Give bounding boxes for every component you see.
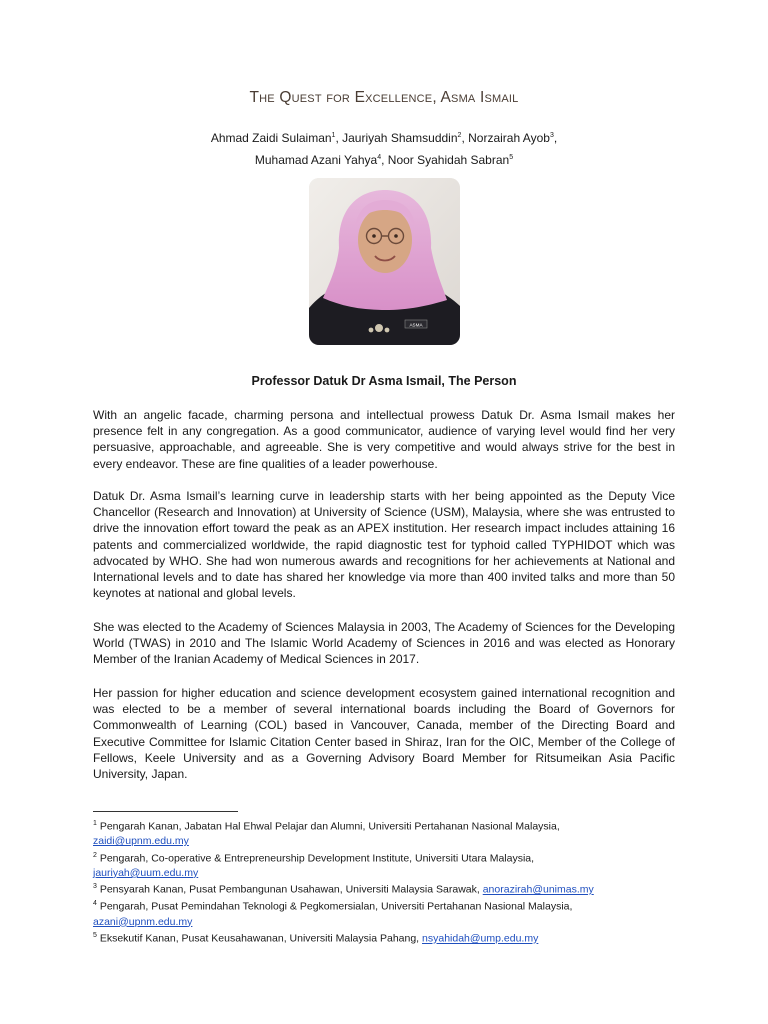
- body-paragraph: Datuk Dr. Asma Ismail’s learning curve in leadership starts with her being appointed as the Deputy Vice Chancellor (Research and Innovation) at University of Science (USM), Malaysia, where she was entrusted to drive the innovation effort toward the peak as an APEX institution. Her research impact includes attaining 16 patents and commercialized worldwide, the rapid diagnostic test for typhoid called TYPHIDOT which was advocated by WHO. She had won numerous awards and recognitions for her achievements at National and International levels and to date has shared her knowledge via more than 400 invited talks and more than 50 keynotes at national and global levels.: [93, 489, 675, 601]
- author-line-1: Ahmad Zaidi Sulaiman$^1$, Jauriyah Shamsuddin$^2$, Norzairah Ayob$^3$,: [210, 131, 558, 145]
- author-name: Muhamad Azani Yahya: [254, 153, 378, 167]
- footnote-text: Pengarah, Co-operative & Entrepreneurship Development Institute, Universiti Utara Malaysia,: [99, 852, 535, 865]
- email-link[interactable]: azani@upnm.edu.my: [93, 915, 193, 928]
- email-link[interactable]: anorazirah@unimas.my: [482, 883, 594, 896]
- email-link[interactable]: nsyahidah@ump.edu.my: [422, 932, 539, 945]
- footnote-5: [93, 929, 693, 946]
- footnote-2: [93, 849, 693, 881]
- footnote-number: 1: [93, 820, 97, 827]
- portrait-photo: [309, 178, 460, 345]
- footnote-number: 2: [93, 851, 97, 859]
- name-badge: ASMA: [409, 322, 423, 328]
- author-list: [0, 126, 768, 170]
- author-footnote-ref: 5: [509, 154, 514, 161]
- author-line-2: Muhamad Azani Yahya$^4$, Noor Syahidah Sabran$^5$: [254, 153, 514, 167]
- section-subtitle: Professor Datuk Dr Asma Ismail, The Person: [251, 374, 517, 388]
- author-name: Norzairah Ayob: [468, 131, 550, 145]
- email-link[interactable]: jauriyah@uum.edu.my: [93, 866, 199, 879]
- body-paragraph: With an angelic facade, charming persona and intellectual prowess Datuk Dr. Asma Ismail makes her presence felt in any congregation. As a good communicator, audience of varying level would find her very persuasive, approachable, and agreeable. She is very competitive and would always strive for the best in every endeavor. These are fine qualities of a leader powerhouse.: [93, 408, 675, 471]
- footnotes: [93, 817, 693, 946]
- footnote-number: 4: [93, 900, 97, 908]
- author-footnote-ref: 2: [457, 132, 462, 139]
- author-footnote-ref: 3: [549, 132, 554, 139]
- footnote-3: [93, 880, 693, 897]
- footnote-divider: [93, 811, 238, 812]
- body-paragraph: She was elected to the Academy of Sciences Malaysia in 2003, The Academy of Sciences for the Developing World (TWAS) in 2010 and The Islamic World Academy of Sciences in 2016 and was elected as Honorary Member of the Iranian Academy of Medical Sciences in 2017.: [93, 620, 675, 667]
- footnote-text: Pensyarah Kanan, Pusat Pembangunan Usahawan, Universiti Malaysia Sarawak,: [99, 883, 480, 896]
- author-name: Ahmad Zaidi Sulaiman: [210, 131, 332, 145]
- author-footnote-ref: 4: [377, 154, 382, 161]
- author-name: Noor Syahidah Sabran: [387, 153, 510, 167]
- footnote-number: 3: [93, 883, 97, 891]
- document-title: The Quest for Excellence, Asma Ismail: [249, 89, 519, 106]
- footnote-text: Pengarah, Pusat Pemindahan Teknologi & Pegkomersialan, Universiti Pertahanan Nasional Malaysia,: [99, 900, 573, 913]
- footnote-1: [93, 817, 693, 849]
- footnote-text: Eksekutif Kanan, Pusat Keusahawanan, Universiti Malaysia Pahang,: [99, 932, 420, 945]
- email-link[interactable]: zaidi@upnm.edu.my: [93, 835, 189, 848]
- author-footnote-ref: 1: [331, 132, 336, 139]
- body-paragraph: Her passion for higher education and science development ecosystem gained international recognition and was elected to be a member of several international boards including the Board of Governors for Commonwealth of Learning (COL) based in Vancouver, Canada, member of the Directing Board and Executive Committee for Islamic Citation Center based in Shiraz, Iran for the OIC, Member of the College of Fellows, Keele University and as a Governing Advisory Board Member for Ritsumeikan Asia Pacific University, Japan.: [93, 686, 675, 782]
- author-name: Jauriyah Shamsuddin: [342, 131, 458, 145]
- footnote-number: 5: [93, 932, 97, 940]
- footnote-text: Pengarah Kanan, Jabatan Hal Ehwal Pelajar dan Alumni, Universiti Pertahanan Nasional Malaysia,: [99, 820, 560, 833]
- footnote-4: [93, 897, 693, 929]
